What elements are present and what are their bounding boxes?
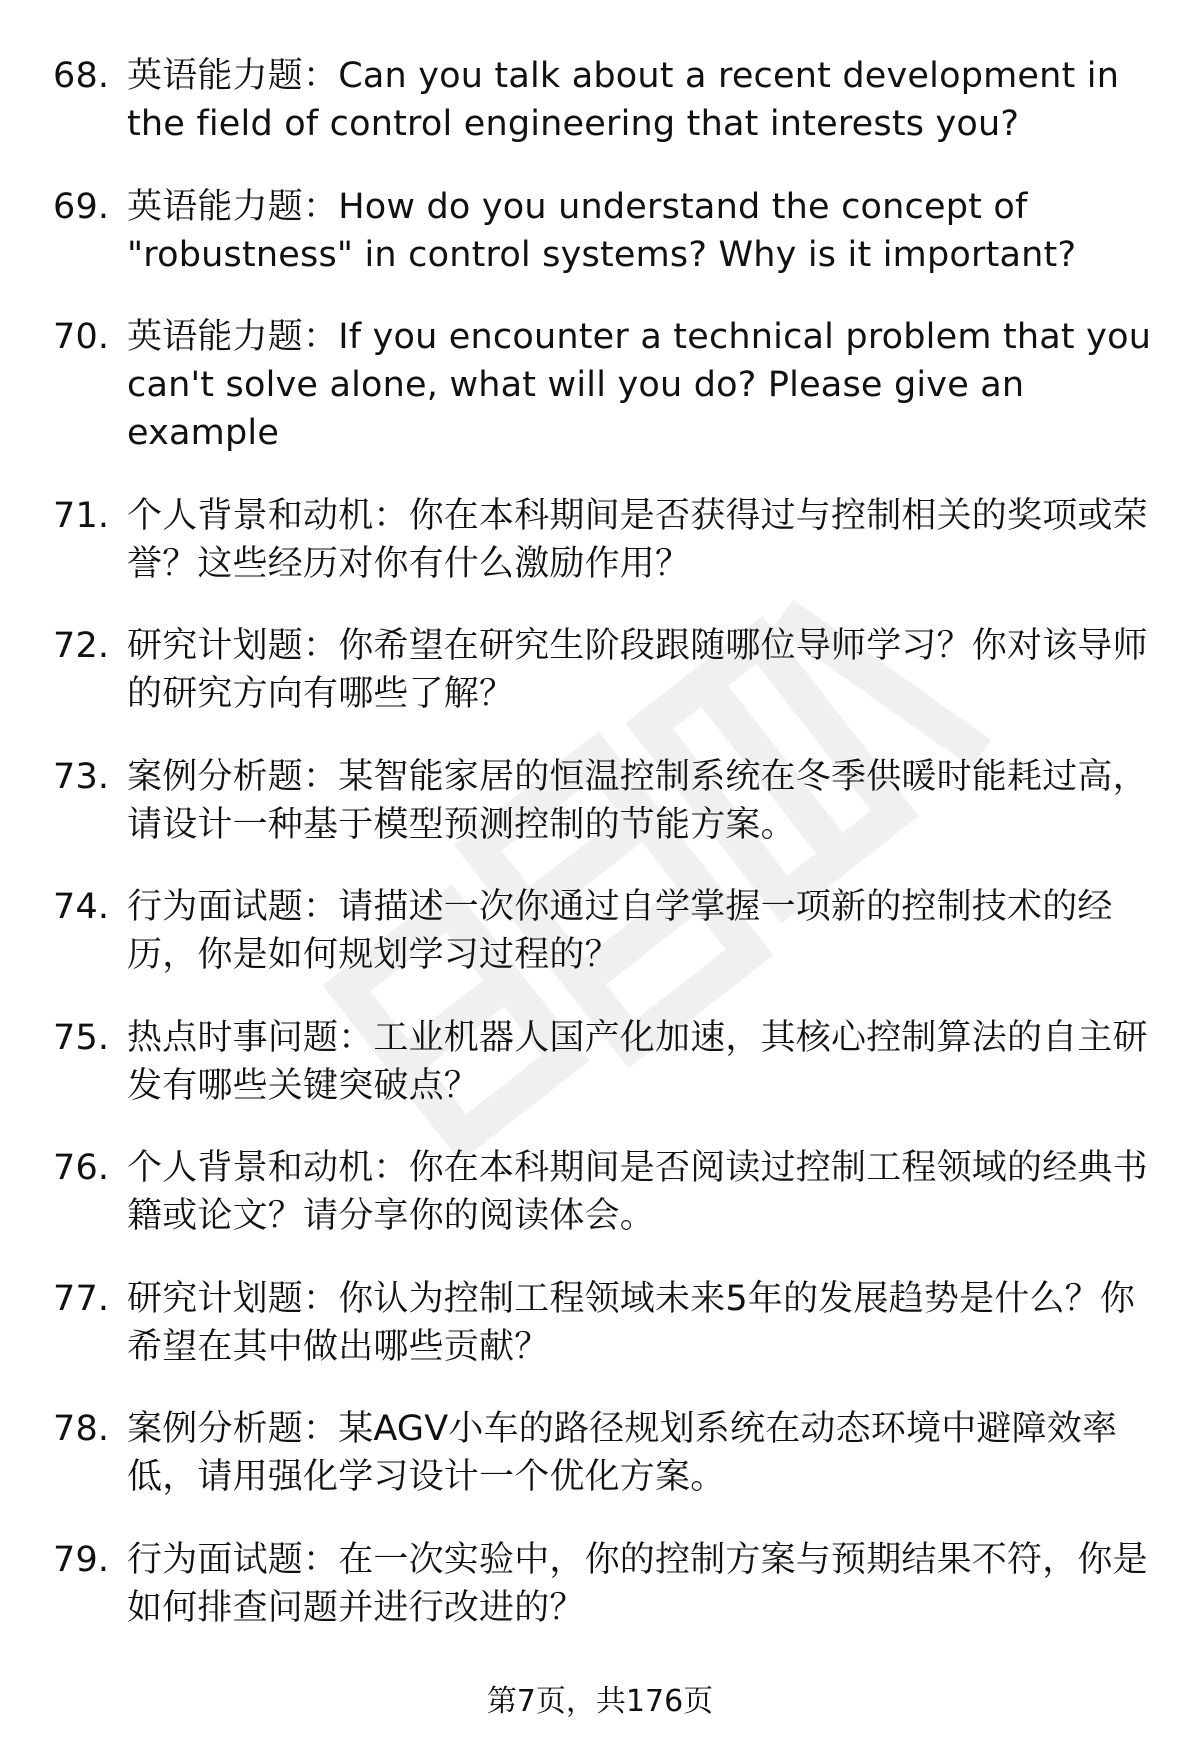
question-item <box>0 52 1200 148</box>
question-number: 75. <box>53 1017 110 1058</box>
question-text: 案例分析题：某AGV小车的路径规划系统在动态环境中避障效率低，请用强化学习设计一个优化方案。 <box>127 1409 1118 1497</box>
question-item <box>0 1536 1200 1632</box>
question-text: 行为面试题：在一次实验中，你的控制方案与预期结果不符，你是如何排查问题并进行改进的？ <box>127 1539 1148 1628</box>
question-number: 76. <box>53 1148 110 1188</box>
question-number: 68. <box>53 56 110 96</box>
question-number: 79. <box>53 1539 110 1580</box>
question-item <box>0 622 1200 718</box>
question-item <box>0 492 1200 588</box>
question-item <box>0 1275 1200 1371</box>
question-item <box>0 313 1200 457</box>
question-number: 77. <box>53 1278 110 1319</box>
question-number: 69. <box>53 186 110 227</box>
question-item <box>0 1405 1200 1501</box>
question-text: 热点时事问题：工业机器人国产化加速，其核心控制算法的自主研发有哪些关键突破点？ <box>127 1017 1148 1106</box>
question-text: 英语能力题：How do you understand the concept of "robustness" in control systems? Why is it important? <box>127 186 1077 275</box>
question-number: 72. <box>53 626 110 666</box>
question-item <box>0 1144 1200 1240</box>
question-text: 研究计划题：你希望在研究生阶段跟随哪位导师学习？你对该导师的研究方向有哪些了解？ <box>127 626 1148 714</box>
question-text: 行为面试题：请描述一次你通过自学掌握一项新的控制技术的经历，你是如何规划学习过程的？ <box>127 887 1113 975</box>
question-text: 英语能力题：Can you talk about a recent development in the field of control engineering that interests you? <box>127 56 1120 144</box>
question-text: 个人背景和动机：你在本科期间是否获得过与控制相关的奖项或荣誉？这些经历对你有什么激励作用？ <box>127 495 1148 584</box>
question-number: 73. <box>53 756 110 797</box>
question-number: 71. <box>53 495 110 536</box>
question-number: 78. <box>53 1409 110 1449</box>
question-text: 英语能力题：If you encounter a technical problem that you can't solve alone, what will you do? Please give an example <box>127 317 1152 453</box>
page-footer <box>0 1682 1200 1722</box>
page-number-label: 第7页，共176页 <box>486 1684 714 1719</box>
question-item <box>0 753 1200 849</box>
question-text: 案例分析题：某智能家居的恒温控制系统在冬季供暖时能耗过高，请设计一种基于模型预测控制的节能方案。 <box>127 756 1148 845</box>
question-item <box>0 183 1200 279</box>
question-text: 个人背景和动机：你在本科期间是否阅读过控制工程领域的经典书籍或论文？请分享你的阅读体会。 <box>127 1148 1148 1236</box>
question-item <box>0 883 1200 979</box>
question-number: 70. <box>53 317 110 357</box>
question-number: 74. <box>53 887 110 927</box>
question-text: 研究计划题：你认为控制工程领域未来5年的发展趋势是什么？你希望在其中做出哪些贡献？ <box>127 1278 1136 1367</box>
question-item <box>0 1014 1200 1110</box>
question-list <box>0 52 1200 1666</box>
